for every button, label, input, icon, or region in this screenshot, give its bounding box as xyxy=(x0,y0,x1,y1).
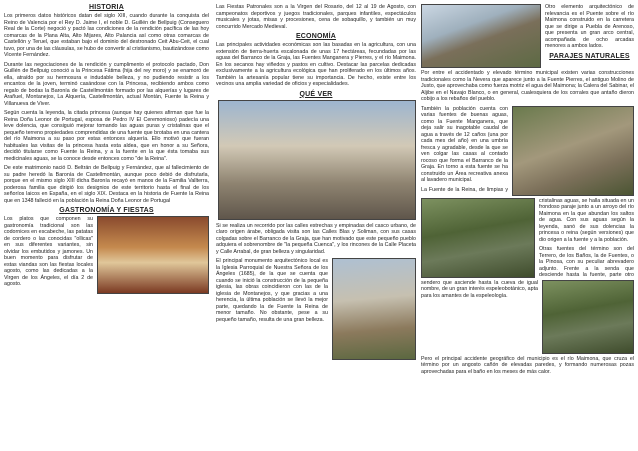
natural-sites-heading: PARAJES NATURALES xyxy=(549,52,630,60)
other-fountains-paragraph: Otras fuentes del término son del Terrero, de los Baños, la de Fuentes, o la Pinosa, con su peculiar abrevadero adjunto. Frente a la senda que desciende hasta la fuente, parte otro sendero que asciende hasta la cueva de igual nombre, de un gran interés espeleobotánico, apta para los amantes de la espeleología. xyxy=(421,246,634,299)
gastronomy-heading: GASTRONOMÍA Y FIESTAS xyxy=(59,207,154,214)
column-nature xyxy=(421,4,634,378)
column-history xyxy=(4,4,209,296)
economy-heading: ECONOMÍA xyxy=(295,33,337,40)
economy-paragraph: Las principales actividades económicas son las basadas en la agricultura, con una extensión de tierra-huerta escalonada de unas 17 hectáreas, fecundadas por las aguas del Barranco de la Graja, las Fuentes Manganera y Pierres, y el río Maimona. En los secanos hay viñedos y pastos en cultivo. Destacar las parcelas dedicadas exclusivamente a la agricultura ecológica que han proliferado en los últimos años. También la artesanía popular tiene su importancia. De hecho, existe entre los vecinos una amplia variedad de oficios y especialidades. xyxy=(216,42,416,87)
church-photo xyxy=(332,258,416,360)
history-paragraph-2: Durante las negociaciones de la rendición y cumplimento el protocolo pactado, Don Guillén de Bellpuig conoció a la Princesa Fátima (hija del rey moro) y se enamoró de ella, atraído por su hermosura e indudable belleza, y no pudiendo resistir a los encantos de la joven, terminó casándose con la Princesa, recibiendo ambos como regalo de bodas la Baronía de Castellmontán formado por las alquerías y lugares de Arañuel, Montanejos, La Alquería, Castellmontán, actual Montán, Fuente la Reina y Villanueva de Viver. xyxy=(4,61,209,107)
church-paragraph: El principal monumento arquitectónico local es la Iglesia Parroquial de Nuestra Señora de los Ángeles (1685), de la que se cuenta que cuando se inició la construcción de la pequeña iglesia, las obras coincidieron con las de la iglesia de Montanejos, y que gracias a una herencia, la última población se llevó la mejor parte, quedando la de Fuente la Reina de menor tamaño. No obstante, pese a su pequeño tamaño, resulta de una gran belleza. xyxy=(216,258,328,323)
fiestas-paragraph: Las Fiestas Patronales son a la Virgen del Rosario, del 12 al 19 de Agosto, con campeonatos deportivos y juegos tradicionales, parques infantiles, espectáculos musicales y jotas, misas y procesiones, cena de sobaquillo, y también un muy concurrido Mercado Medieval. xyxy=(216,4,416,30)
reina-fountain-paragraph: La Fuente de la Reina, de limpias y cristalinas aguas, se halla situada en un frondoso paraje junto a un arroyo del río Maimona en la que abundan los saltos de agua. Con sus aguas según la leyenda, sanó de sus dolencias la princesa o reina (según versiones) que dio origen a la fuente y a la población. xyxy=(421,186,634,243)
fountains-paragraph: También la población cuenta con varias fuentes de buenas aguas, como la Fuente Manganera, que deja salir su inagotable caudal de agua a través de 12 caños (una por cada mes del año) en una umbría fresca y agradable, desde la que se ven colgar las casas al contado rocoso que forma el Barranco de la Graja. En torno a esta fuente se ha construido un Área recreativa anexa al lavadero municipal. xyxy=(421,105,508,183)
natural-sites-paragraph: Por entre el accidentado y elevado término municipal existen varias construcciones tradicionales como la Nevera que aparece junto a la Fuente Pierres, el antiguo Molino de Justo, que aprovechaba como fuerza motriz el agua del Maimona; la Calera del Sabinar, el Aljibe en el Navajo Blanco, o en general, cualesquiera de los corrales que antaño dieron cobijo a los rebaños del pueblo. xyxy=(421,70,634,102)
history-paragraph-1: Los primeros datos históricos datan del siglo XIII, cuando durante la conquista del Reino de Valencia por el Rey D. Jaime I, el noble D. Guillén de Bellpuig (Conseguero Real de la Corte) negoció y pactó las condiciones de la rendición pacífica de las hoy comarcas de la Plana Alta, Alto Mijares, Alto Palancia así como otras comarcas de Castellón y Teruel, que estaban bajo el dominio del destronado Ceit Abu-Ceit, el cual tuvo, por una de las cláusulas, se hubo de convertir al cristianismo, bautizándose como Vicente Fernández. xyxy=(4,13,209,58)
river-photo xyxy=(421,198,535,278)
fountain-photo xyxy=(512,106,634,196)
what-to-see-heading: QUÉ VER xyxy=(299,90,333,98)
gastronomy-paragraph: Los platos que componen su gastronomía tradicional son las codornices en escabeche, las patatas de cordero o las conocidas "ollicas" en sus diferentes variantes, sin olvidar los embutidos y jamones. Un buen momento para disfrutar de estas viandas son las fiestas locales agosto, como las dedicadas a la Virgen de los Ángeles, el día 2 de agosto. xyxy=(4,216,93,287)
history-paragraph-4: De este matrimonio nació D. Beltrán de Bellpuig y Fernández, que al fallecimiento de su padre heredó la Baronía de Castellmontán, aunque poco debió de disfrutarla, porque en el mismo siglo XIII dicha Baronía recayó en manos de la Familia Vallterra, poderosa familia que dirigió los designios de este territorio hasta el final de los señoríos laicos en España, en el siglo XIX. Destaca en la historia de Fuente la Reina que en 1348 falleció en la población la Reina Doña Leonor de Portugal xyxy=(4,165,209,204)
river-paragraph: Pero el principal accidente geográfico del municipio es el río Maimona, que cruza el término por un angosto cañón de elevadas paredes, y formando numerosas pozas aprovechadas para el baño en los meses de más calor. xyxy=(421,355,634,375)
bridge-photo xyxy=(421,4,541,68)
bridge-paragraph: Otro elemento arquitectónico de relevancia es el Puente sobre el río Maimona construido en la carretera que se dirige a Puebla de Arenoso, que presenta un gran arco central, acompañada de ocho arcadas menores a ambos lados. xyxy=(545,4,634,49)
history-heading: HISTORIA xyxy=(89,4,124,11)
village-street-photo xyxy=(218,100,416,220)
what-to-see-paragraph: Si se realiza un recorrido por las calles estrechas y empinadas del casco urbano, de claro origen árabe, obligada visita son las Calles Blas y Soliman, con sus casas colgadas sobre el Barranco de la Graja, que han motivado que este pequeño pueblo adquiera el sobrenombre de "la pequeña Cuenca", y los rincones de la Calle Placeta y Calle Arrabal, de gran belleza y singularidad. xyxy=(216,222,416,255)
gorge-photo xyxy=(542,280,634,354)
column-economy xyxy=(216,4,416,362)
food-photo xyxy=(97,216,209,294)
history-paragraph-3: Según cuenta la leyenda, la citada princesa (aunque hay quienes afirman que fue la Reina Doña Leonor de Portugal, esposa de Pedro IV El Ceremonioso) padecía una leve dolencia, que consiguió mejorar tomando las aguas puras y cristalinas que el pequeño terreno propiedades comprendidas de una fuente que brotaba en una cantera del río Maimona a su paso por estas entonces alquería. Ello motivó que fueran habituales las visitas de la princesa hasta esta aldea, que en honor a su Señora, decidió titularse como Fuente la Reina, y a la fuente en la que ésta tomaba sus medicinales aguas, se la conoce desde entonces como "de la Reina". xyxy=(4,110,209,162)
